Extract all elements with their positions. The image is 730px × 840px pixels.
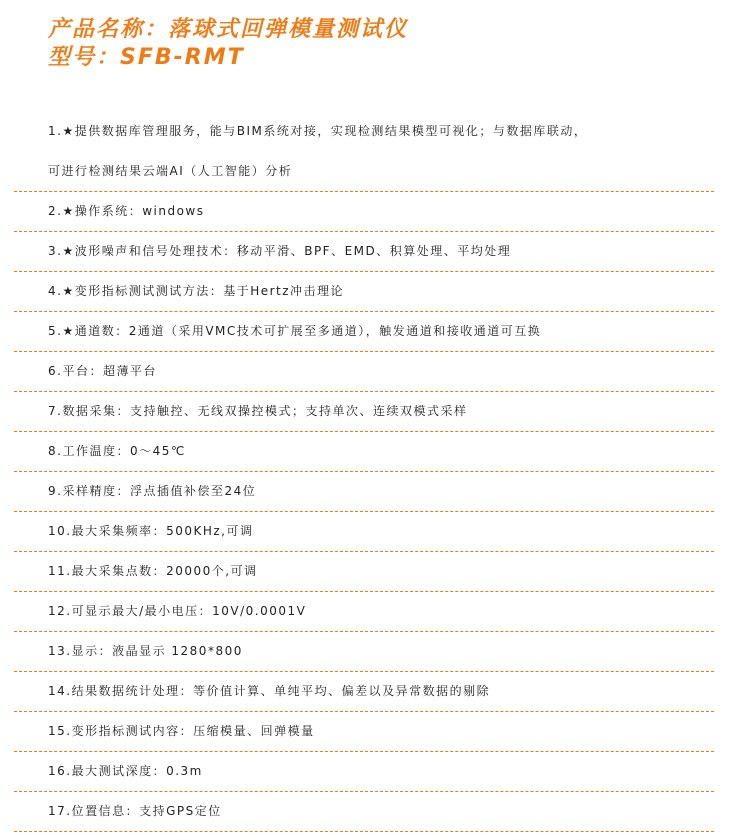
spec-item: [14, 312, 714, 352]
spec-text: 5.★通道数：2通道（采用VMC技术可扩展至多通道），触发通道和接收通道可互换: [48, 324, 542, 338]
spec-text: 8.工作温度：0～45℃: [48, 444, 186, 458]
spec-text: 6.平台：超薄平台: [48, 364, 157, 378]
spec-item: [14, 712, 714, 752]
spec-item: [14, 272, 714, 312]
spec-item: [14, 672, 714, 712]
spec-text: 1.★提供数据库管理服务，能与BIM系统对接，实现检测结果模型可视化；与数据库联动，: [48, 124, 588, 138]
spec-text: 9.采样精度：浮点插值补偿至24位: [48, 484, 257, 498]
spec-item: [14, 112, 714, 192]
spec-text: 2.★操作系统：windows: [48, 204, 205, 218]
spec-text: 16.最大测试深度：0.3m: [48, 764, 203, 778]
spec-text: 17.位置信息：支持GPS定位: [48, 804, 222, 818]
spec-text-continued: 可进行检测结果云端AI（人工智能）分析: [48, 164, 293, 178]
product-model-title: 型号：SFB-RMT: [48, 45, 245, 70]
spec-text: 14.结果数据统计处理：等价值计算、单纯平均、偏差以及异常数据的剔除: [48, 684, 491, 698]
spec-text: 4.★变形指标测试测试方法：基于Hertz冲击理论: [48, 284, 345, 298]
spec-item: [14, 512, 714, 552]
spec-item: [14, 632, 714, 672]
spec-item: [14, 232, 714, 272]
spec-item: [14, 192, 714, 232]
spec-text: 10.最大采集频率：500KHz,可调: [48, 524, 254, 538]
spec-text: 3.★波形噪声和信号处理技术：移动平滑、BPF、EMD、积算处理、平均处理: [48, 244, 512, 258]
spec-item: [14, 472, 714, 512]
spec-text: 7.数据采集：支持触控、无线双操控模式；支持单次、连续双模式采样: [48, 404, 468, 418]
spec-item: [14, 432, 714, 472]
spec-item: [14, 752, 714, 792]
spec-item: [14, 552, 714, 592]
spec-text: 11.最大采集点数：20000个,可调: [48, 564, 258, 578]
spec-item: [14, 392, 714, 432]
spec-item: [14, 592, 714, 632]
spec-item: [14, 792, 714, 832]
spec-item: [14, 352, 714, 392]
product-name-title: 产品名称：落球式回弹模量测试仪: [48, 17, 409, 42]
spec-text: 12.可显示最大/最小电压：10V/0.0001V: [48, 604, 307, 618]
spec-text: 13.显示：液晶显示 1280*800: [48, 644, 243, 658]
product-header: [48, 16, 408, 72]
spec-text: 15.变形指标测试内容：压缩模量、回弹模量: [48, 724, 315, 738]
spec-list: [0, 112, 730, 832]
